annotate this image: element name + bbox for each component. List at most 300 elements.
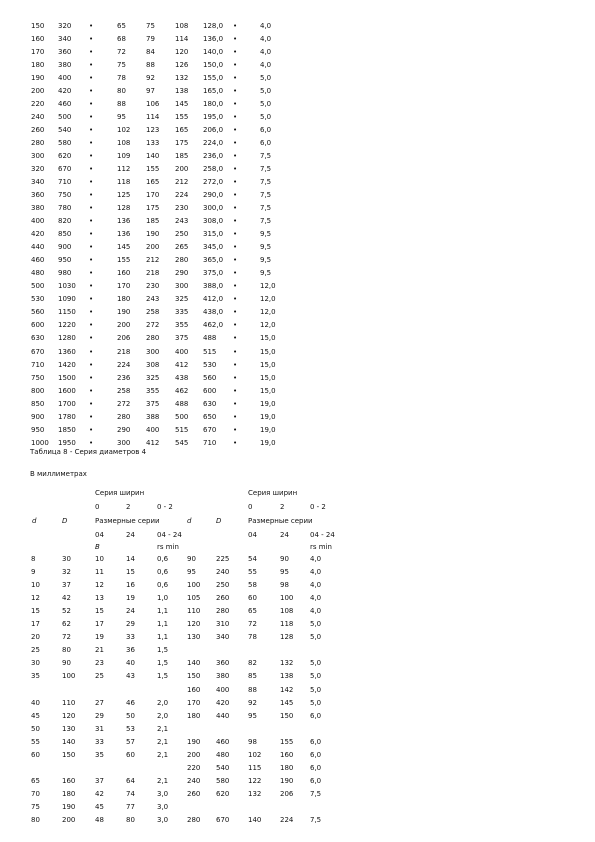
table-cell: 360 xyxy=(58,48,72,57)
table-cell: 388 xyxy=(146,412,160,421)
table-cell: 7,5 xyxy=(260,165,272,174)
table-cell: 180,0 xyxy=(203,100,224,109)
table-cell: 108 xyxy=(280,607,294,616)
table-cell: 60 xyxy=(126,750,135,759)
table-cell: 13 xyxy=(95,594,104,603)
table-cell: 30 xyxy=(62,555,71,563)
table-cell: 412 xyxy=(146,438,160,447)
table-cell: 290 xyxy=(175,269,189,278)
table-cell: 1280 xyxy=(58,334,76,343)
table-cell: 19,0 xyxy=(260,438,276,447)
table-cell: • xyxy=(233,269,238,278)
table-cell: 43 xyxy=(126,672,135,681)
table-cell: 200 xyxy=(62,816,76,824)
table-cell: 65 xyxy=(117,22,126,30)
table-cell: 325 xyxy=(175,295,189,304)
table-cell: 258,0 xyxy=(203,165,224,174)
table-cell: 15 xyxy=(31,607,40,616)
table-cell: 125 xyxy=(117,191,131,200)
table-cell: 114 xyxy=(175,35,189,44)
table-cell: 100 xyxy=(187,581,201,590)
table-cell: 260 xyxy=(31,126,45,135)
table-cell: 2,1 xyxy=(157,776,169,785)
table-cell: • xyxy=(233,100,238,109)
table-cell: 0,6 xyxy=(157,568,169,577)
table-cell: 400 xyxy=(175,347,189,356)
table-cell: 438 xyxy=(175,373,189,382)
table-cell: 6,0 xyxy=(310,776,322,785)
table-cell: 53 xyxy=(126,724,135,733)
table-cell: 190 xyxy=(62,802,76,811)
table-cell: • xyxy=(89,178,94,187)
table-cell: 355 xyxy=(175,321,189,330)
table-cell: • xyxy=(89,373,94,382)
table-cell: 980 xyxy=(58,269,72,278)
table-cell: 206 xyxy=(280,789,294,798)
table-cell: 23 xyxy=(95,659,104,668)
table-cell: 155,0 xyxy=(203,74,224,83)
table-cell: 132 xyxy=(175,74,189,83)
table-cell: 200 xyxy=(187,750,201,759)
width-series-label: 2 xyxy=(126,503,131,511)
table-cell: 19 xyxy=(95,633,104,642)
table-cell: 27 xyxy=(95,698,104,707)
table-cell: • xyxy=(233,74,238,83)
table-cell: 19,0 xyxy=(260,399,276,408)
table-cell: • xyxy=(233,438,238,447)
table-cell: • xyxy=(233,139,238,148)
table-cell: 375,0 xyxy=(203,269,224,278)
table-cell: 50 xyxy=(31,724,40,733)
table-cell: 4,0 xyxy=(260,48,272,57)
table-cell: 670 xyxy=(216,816,230,824)
size-series-label: 04 - 24 xyxy=(310,531,335,539)
table-cell: 136 xyxy=(117,217,131,226)
table-cell: 70 xyxy=(31,789,40,798)
table-cell: 412,0 xyxy=(203,295,224,304)
table-cell: 7,5 xyxy=(260,178,272,187)
table-cell: 35 xyxy=(95,750,104,759)
table-cell: 190 xyxy=(280,776,294,785)
table-cell: 560 xyxy=(203,373,217,382)
table-cell: 130 xyxy=(62,724,76,733)
table-cell: 132 xyxy=(280,659,294,668)
table-cell: 160 xyxy=(187,685,201,694)
table-cell: 185 xyxy=(175,152,189,161)
table-cell: 132 xyxy=(248,789,262,798)
table-cell: 195,0 xyxy=(203,113,224,122)
table-cell: 488 xyxy=(175,399,189,408)
table-cell: 90 xyxy=(62,659,71,668)
table-cell: 800 xyxy=(31,386,45,395)
table-cell: 290 xyxy=(117,425,131,434)
table-cell: 140 xyxy=(62,737,76,746)
table-cell: 78 xyxy=(117,74,126,83)
table-cell: 142 xyxy=(280,685,294,694)
table-cell: 10 xyxy=(95,555,104,563)
table-cell: 325 xyxy=(146,373,160,382)
table-cell: 20 xyxy=(31,633,40,642)
table-cell: 400 xyxy=(216,685,230,694)
table-cell: 400 xyxy=(31,217,45,226)
table-cell: 1700 xyxy=(58,399,76,408)
table-cell: 12,0 xyxy=(260,308,276,317)
table-cell: 340 xyxy=(58,35,72,44)
table-cell: 280 xyxy=(117,412,131,421)
table-cell: 1,5 xyxy=(157,672,169,681)
table-cell: 412 xyxy=(175,360,189,369)
table-cell: 272,0 xyxy=(203,178,224,187)
table-cell: 2,1 xyxy=(157,750,169,759)
table-cell: 7,5 xyxy=(260,152,272,161)
table-cell: 420 xyxy=(58,87,72,96)
table-cell: 600 xyxy=(203,386,217,395)
table-cell: 460 xyxy=(216,737,230,746)
table-cell: 90 xyxy=(280,555,289,563)
table-cell: 540 xyxy=(216,763,230,772)
table-cell: 243 xyxy=(146,295,160,304)
table-cell: 200 xyxy=(146,243,160,252)
table-cell: 15,0 xyxy=(260,360,276,369)
table-cell: 128,0 xyxy=(203,22,224,30)
table-cell: 62 xyxy=(62,620,71,629)
table-cell: • xyxy=(233,373,238,382)
table-cell: 236,0 xyxy=(203,152,224,161)
table-cell: 300 xyxy=(117,438,131,447)
table-cell: 40 xyxy=(126,659,135,668)
size-series-label: 24 xyxy=(280,531,289,539)
table-cell: 600 xyxy=(31,321,45,330)
table-cell: • xyxy=(233,360,238,369)
column-label-D: D xyxy=(62,517,68,525)
table-cell: • xyxy=(89,399,94,408)
table-cell: 180 xyxy=(117,295,131,304)
column-label-D: D xyxy=(216,517,222,525)
table-cell: 308,0 xyxy=(203,217,224,226)
table-cell: 75 xyxy=(31,802,40,811)
table-cell: 150 xyxy=(187,672,201,681)
table-cell: 165,0 xyxy=(203,87,224,96)
table-cell: 9,5 xyxy=(260,256,272,265)
table-cell: 5,0 xyxy=(310,659,322,668)
table-cell: 15,0 xyxy=(260,334,276,343)
table-cell: • xyxy=(89,126,94,135)
table-cell: 105 xyxy=(187,594,201,603)
table-cell: • xyxy=(233,35,238,44)
table-cell: 6,0 xyxy=(310,750,322,759)
table-cell: 65 xyxy=(248,607,257,616)
table-cell: 5,0 xyxy=(260,100,272,109)
table-cell: 100 xyxy=(62,672,76,681)
table-cell: 3,0 xyxy=(157,789,169,798)
table-cell: 95 xyxy=(248,711,257,720)
table-cell: 115 xyxy=(248,763,262,772)
table-cell: 240 xyxy=(187,776,201,785)
table-cell: 258 xyxy=(146,308,160,317)
column-label-rs-min: rs min xyxy=(157,543,179,551)
table-cell: 160 xyxy=(280,750,294,759)
table-cell: 2,1 xyxy=(157,737,169,746)
table-cell: 212 xyxy=(175,178,189,187)
table-cell: 380 xyxy=(31,204,45,213)
table-cell: 4,0 xyxy=(260,35,272,44)
table-cell: • xyxy=(89,412,94,421)
table-cell: 260 xyxy=(187,789,201,798)
table-cell: 97 xyxy=(146,87,155,96)
table-cell: 4,0 xyxy=(310,555,322,563)
table-cell: 160 xyxy=(117,269,131,278)
table-cell: • xyxy=(233,61,238,70)
table-cell: 515 xyxy=(175,425,189,434)
table-cell: 280 xyxy=(31,139,45,148)
table-cell: 850 xyxy=(31,399,45,408)
table-cell: 12,0 xyxy=(260,282,276,291)
table-cell: 4,0 xyxy=(310,594,322,603)
table-cell: 1,5 xyxy=(157,659,169,668)
table-cell: 30 xyxy=(31,659,40,668)
table-cell: 95 xyxy=(280,568,289,577)
size-series-heading: Размерные серии xyxy=(95,517,160,525)
table-cell: 160 xyxy=(31,35,45,44)
width-series-label: 0 xyxy=(95,503,100,511)
table-cell: 75 xyxy=(117,61,126,70)
column-label-B: B xyxy=(95,543,100,551)
table-cell: 224,0 xyxy=(203,139,224,148)
table-cell: 340 xyxy=(216,633,230,642)
table-cell: 950 xyxy=(31,425,45,434)
table-cell: 68 xyxy=(117,35,126,44)
table-cell: 95 xyxy=(117,113,126,122)
table-cell: 100 xyxy=(280,594,294,603)
table-cell: 400 xyxy=(146,425,160,434)
table-cell: 220 xyxy=(187,763,201,772)
table-cell: 670 xyxy=(203,425,217,434)
table-cell: 84 xyxy=(146,48,155,57)
table-cell: • xyxy=(233,48,238,57)
table-cell: 488 xyxy=(203,334,217,343)
table-cell: 102 xyxy=(248,750,262,759)
table-cell: 185 xyxy=(146,217,160,226)
table-cell: 155 xyxy=(175,113,189,122)
table-cell: 4,0 xyxy=(260,61,272,70)
table-cell: 1420 xyxy=(58,360,76,369)
table-cell: 310 xyxy=(216,620,230,629)
table-cell: 180 xyxy=(31,61,45,70)
table-cell: 5,0 xyxy=(310,698,322,707)
size-series-label: 04 - 24 xyxy=(157,531,182,539)
table-cell: 17 xyxy=(31,620,40,629)
table-cell: • xyxy=(89,347,94,356)
table-cell: 236 xyxy=(117,373,131,382)
table-cell: 360 xyxy=(216,659,230,668)
table-cell: 190 xyxy=(146,230,160,239)
table-cell: • xyxy=(233,321,238,330)
table-cell: • xyxy=(233,425,238,434)
table-cell: 92 xyxy=(248,698,257,707)
table-cell: • xyxy=(89,74,94,83)
table-cell: • xyxy=(233,282,238,291)
table-cell: • xyxy=(89,308,94,317)
table-cell: 7,5 xyxy=(260,217,272,226)
table-cell: 530 xyxy=(31,295,45,304)
table-cell: 545 xyxy=(175,438,189,447)
table-cell: • xyxy=(89,22,94,30)
table-cell: 54 xyxy=(248,555,257,563)
table-cell: • xyxy=(89,48,94,57)
table-cell: 5,0 xyxy=(310,672,322,681)
table-cell: 1,1 xyxy=(157,620,169,629)
table-cell: 272 xyxy=(146,321,160,330)
table-cell: 11 xyxy=(95,568,104,577)
table-cell: 165 xyxy=(175,126,189,135)
table-cell: 33 xyxy=(95,737,104,746)
table-cell: 670 xyxy=(58,165,72,174)
table-cell: 110 xyxy=(62,698,76,707)
table-cell: 74 xyxy=(126,789,135,798)
table-cell: 88 xyxy=(248,685,257,694)
table-cell: 820 xyxy=(58,217,72,226)
table-cell: 1,5 xyxy=(157,646,169,655)
table-cell: 42 xyxy=(62,594,71,603)
table-cell: 7,5 xyxy=(310,816,322,824)
table-cell: • xyxy=(89,113,94,122)
table-cell: 8 xyxy=(31,555,36,563)
table-cell: 109 xyxy=(117,152,131,161)
table-cell: 150 xyxy=(31,22,45,30)
table-cell: 365,0 xyxy=(203,256,224,265)
units-note: В миллиметрах xyxy=(30,470,87,478)
table-cell: 29 xyxy=(126,620,135,629)
table-cell: 265 xyxy=(175,243,189,252)
table-cell: 320 xyxy=(31,165,45,174)
table-cell: 375 xyxy=(175,334,189,343)
table-cell: 900 xyxy=(31,412,45,421)
table-cell: 150 xyxy=(62,750,76,759)
table-cell: 6,0 xyxy=(310,763,322,772)
size-series-label: 04 xyxy=(248,531,257,539)
table-cell: 95 xyxy=(187,568,196,577)
table-cell: 92 xyxy=(146,74,155,83)
table-cell: 155 xyxy=(146,165,160,174)
table-cell: 136 xyxy=(117,230,131,239)
table-cell: 128 xyxy=(117,204,131,213)
table-cell: 560 xyxy=(31,308,45,317)
table-cell: • xyxy=(233,217,238,226)
table-cell: 25 xyxy=(31,646,40,655)
table-cell: 140 xyxy=(146,152,160,161)
table-cell: • xyxy=(233,22,238,30)
table-cell: 58 xyxy=(248,581,257,590)
table-cell: 320 xyxy=(58,22,72,30)
table-cell: 65 xyxy=(31,776,40,785)
table-cell: 218 xyxy=(117,347,131,356)
table-cell: • xyxy=(233,295,238,304)
table-cell: 2,0 xyxy=(157,711,169,720)
table-cell: • xyxy=(89,87,94,96)
table-cell: 48 xyxy=(95,816,104,824)
table-cell: • xyxy=(89,295,94,304)
table-cell: 190 xyxy=(187,737,201,746)
column-label-d: d xyxy=(187,517,192,525)
table-cell: 380 xyxy=(58,61,72,70)
table-cell: 155 xyxy=(117,256,131,265)
table-cell: 5,0 xyxy=(310,620,322,629)
table-cell: • xyxy=(89,152,94,161)
table-cell: 850 xyxy=(58,230,72,239)
table-cell: 25 xyxy=(95,672,104,681)
table-cell: 280 xyxy=(187,816,201,824)
table-cell: 345,0 xyxy=(203,243,224,252)
table-cell: 52 xyxy=(62,607,71,616)
table-cell: 160 xyxy=(62,776,76,785)
table-cell: 4,0 xyxy=(310,568,322,577)
table-cell: 1950 xyxy=(58,438,76,447)
table-cell: 1,0 xyxy=(157,594,169,603)
table-cell: 85 xyxy=(248,672,257,681)
table-cell: 5,0 xyxy=(260,87,272,96)
table-cell: 900 xyxy=(58,243,72,252)
table-cell: 5,0 xyxy=(260,74,272,83)
table-cell: 7,5 xyxy=(260,191,272,200)
table-cell: 165 xyxy=(146,178,160,187)
table-cell: 19,0 xyxy=(260,412,276,421)
table-cell: 1850 xyxy=(58,425,76,434)
table-cell: • xyxy=(233,113,238,122)
table-cell: 280 xyxy=(146,334,160,343)
table-cell: 4,0 xyxy=(310,607,322,616)
table-cell: 112 xyxy=(117,165,131,174)
table-cell: 1600 xyxy=(58,386,76,395)
table-cell: 315,0 xyxy=(203,230,224,239)
table-cell: 5,0 xyxy=(310,685,322,694)
table-cell: 60 xyxy=(31,750,40,759)
table-cell: 3,0 xyxy=(157,802,169,811)
table-cell: • xyxy=(89,386,94,395)
table-cell: 462,0 xyxy=(203,321,224,330)
table-cell: 180 xyxy=(62,789,76,798)
table-cell: • xyxy=(233,126,238,135)
table-cell: 31 xyxy=(95,724,104,733)
table-cell: 258 xyxy=(117,386,131,395)
table-cell: • xyxy=(89,230,94,239)
table-cell: 55 xyxy=(31,737,40,746)
table-cell: 40 xyxy=(31,698,40,707)
table-cell: 150,0 xyxy=(203,61,224,70)
table-cell: 21 xyxy=(95,646,104,655)
table-cell: • xyxy=(89,438,94,447)
table-cell: • xyxy=(233,191,238,200)
table-cell: 1090 xyxy=(58,295,76,304)
table-cell: 110 xyxy=(187,607,201,616)
table-cell: 0,6 xyxy=(157,555,169,563)
table-cell: 32 xyxy=(62,568,71,577)
table-cell: 123 xyxy=(146,126,160,135)
table-cell: 15,0 xyxy=(260,373,276,382)
table-cell: 72 xyxy=(117,48,126,57)
table-cell: 15,0 xyxy=(260,347,276,356)
table-cell: 460 xyxy=(31,256,45,265)
table-cell: 108 xyxy=(175,22,189,30)
table-cell: 300 xyxy=(146,347,160,356)
table-cell: 206,0 xyxy=(203,126,224,135)
table-cell: 118 xyxy=(280,620,294,629)
table-cell: 145 xyxy=(175,100,189,109)
table-cell: 438,0 xyxy=(203,308,224,317)
table-cell: 200 xyxy=(117,321,131,330)
table-cell: 106 xyxy=(146,100,160,109)
table-cell: 14 xyxy=(126,555,135,563)
table-cell: • xyxy=(233,152,238,161)
